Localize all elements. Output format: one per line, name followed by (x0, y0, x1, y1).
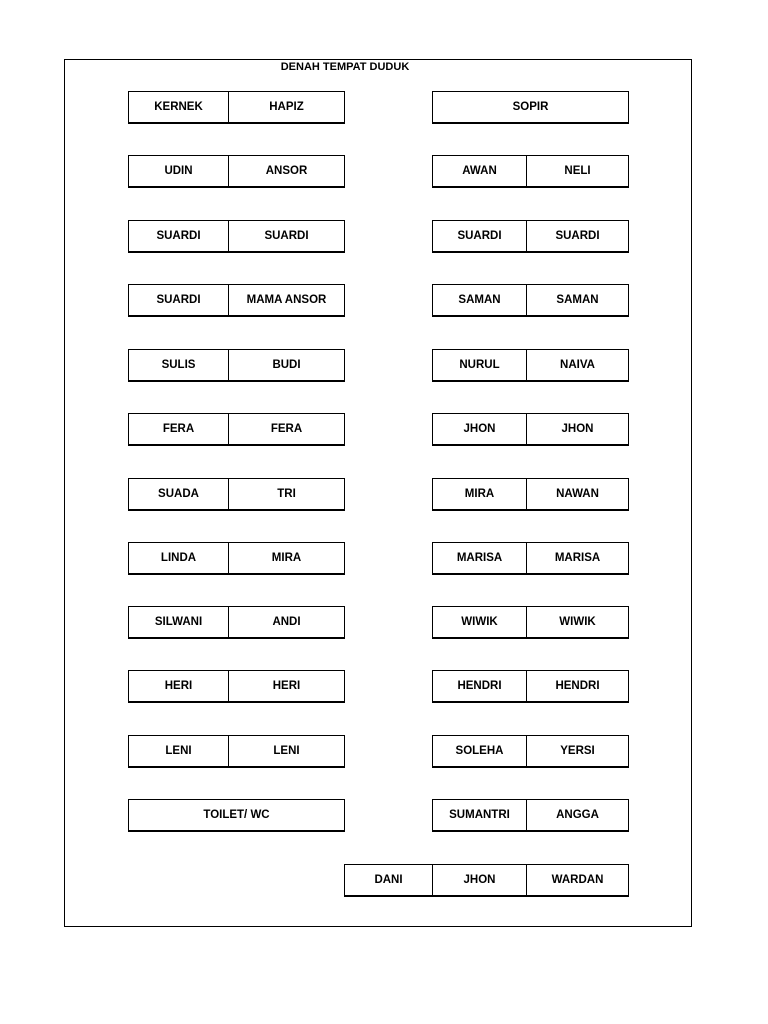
seat: SUADA (128, 478, 229, 511)
seat: MARISA (432, 542, 527, 575)
back-row (344, 864, 629, 897)
row-8-left (128, 606, 345, 639)
seat: HENDRI (432, 670, 527, 703)
seat-front-left-2: HAPIZ (229, 91, 345, 124)
seat: SILWANI (128, 606, 229, 639)
seat: WIWIK (432, 606, 527, 639)
seat: MIRA (432, 478, 527, 511)
seat: LINDA (128, 542, 229, 575)
seat: SUARDI (229, 220, 345, 253)
seat: SUMANTRI (432, 799, 527, 832)
seat: ANSOR (229, 155, 345, 188)
row-9-left (128, 670, 345, 703)
row-5-left (128, 413, 345, 446)
row-9-right (432, 670, 629, 703)
seat: NAIVA (527, 349, 629, 382)
page-title: DENAH TEMPAT DUDUK (280, 61, 410, 73)
seat: MIRA (229, 542, 345, 575)
seat: NAWAN (527, 478, 629, 511)
seat: AWAN (432, 155, 527, 188)
row-10-left (128, 735, 345, 768)
row-11-right (432, 799, 629, 832)
seat: FERA (128, 413, 229, 446)
seat: MAMA ANSOR (229, 284, 345, 317)
row-7-right (432, 542, 629, 575)
seat: SUARDI (128, 220, 229, 253)
seat: SUARDI (128, 284, 229, 317)
seat: JHON (527, 413, 629, 446)
seat: SAMAN (432, 284, 527, 317)
toilet-area (128, 799, 345, 832)
seat: SAMAN (527, 284, 629, 317)
row-4-left (128, 349, 345, 382)
seat: FERA (229, 413, 345, 446)
seat: SUARDI (432, 220, 527, 253)
row-10-right (432, 735, 629, 768)
seat: NURUL (432, 349, 527, 382)
row-3-left (128, 284, 345, 317)
seat: ANGGA (527, 799, 629, 832)
row-2-right (432, 220, 629, 253)
seat-driver: SOPIR (432, 91, 629, 124)
row-8-right (432, 606, 629, 639)
row-5-right (432, 413, 629, 446)
seat: WIWIK (527, 606, 629, 639)
seat: HERI (229, 670, 345, 703)
row-1-right (432, 155, 629, 188)
seat: WARDAN (527, 864, 629, 897)
seat: HENDRI (527, 670, 629, 703)
seat: BUDI (229, 349, 345, 382)
seat: YERSI (527, 735, 629, 768)
seat: UDIN (128, 155, 229, 188)
seat: LENI (229, 735, 345, 768)
seat: MARISA (527, 542, 629, 575)
row-1-left (128, 155, 345, 188)
row-2-left (128, 220, 345, 253)
seat-kernek: KERNEK (128, 91, 229, 124)
seat: ANDI (229, 606, 345, 639)
seat: JHON (432, 413, 527, 446)
row-7-left (128, 542, 345, 575)
row-3-right (432, 284, 629, 317)
seat: SUARDI (527, 220, 629, 253)
toilet-wc: TOILET/ WC (128, 799, 345, 832)
row-6-left (128, 478, 345, 511)
seat: DANI (344, 864, 433, 897)
front-left-seats (128, 91, 345, 124)
seat: SULIS (128, 349, 229, 382)
row-6-right (432, 478, 629, 511)
seat: JHON (433, 864, 527, 897)
seat: NELI (527, 155, 629, 188)
seat: LENI (128, 735, 229, 768)
driver-seat-row (432, 91, 629, 124)
seat: SOLEHA (432, 735, 527, 768)
seat: TRI (229, 478, 345, 511)
row-4-right (432, 349, 629, 382)
seat: HERI (128, 670, 229, 703)
